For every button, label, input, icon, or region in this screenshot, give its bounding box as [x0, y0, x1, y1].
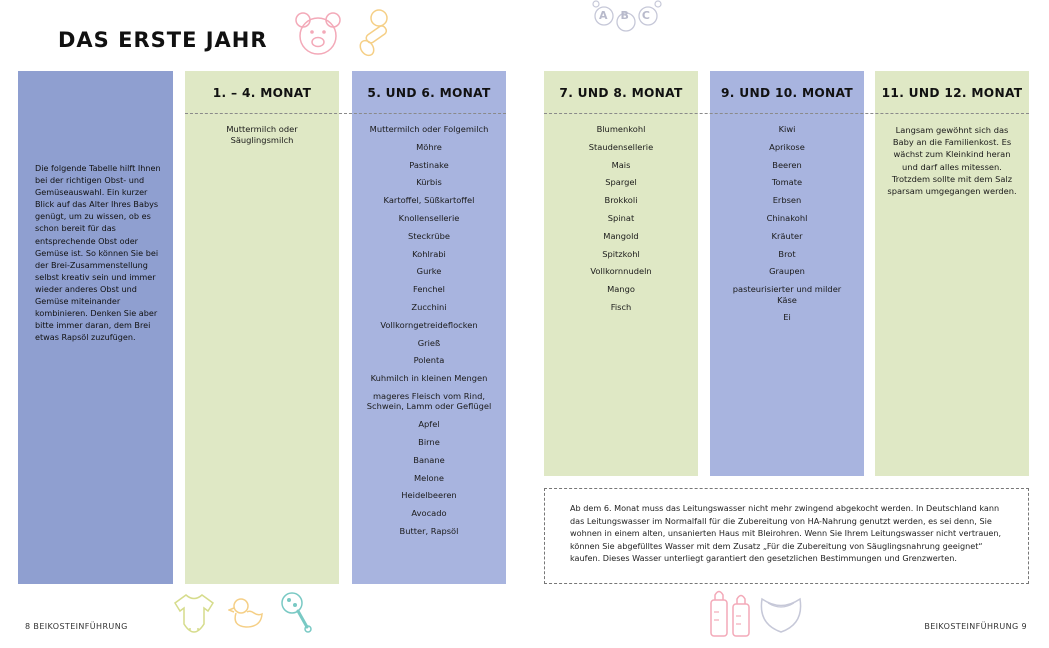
page-title: DAS ERSTE JAHR [58, 28, 268, 52]
food-list [548, 124, 694, 320]
food-item: Apfel [418, 419, 440, 430]
food-item: Tomate [771, 177, 803, 188]
rubber-duck-icon [228, 596, 264, 630]
food-list [358, 124, 500, 544]
food-item: Birne [418, 437, 440, 448]
food-item: mageres Fleisch vom Rind, Schwein, Lamm oder Geflügel [366, 390, 492, 412]
food-item: Banane [413, 454, 445, 465]
food-item: Pastinake [409, 159, 449, 170]
food-item: Kartoffel, Süßkartoffel [383, 195, 475, 206]
column-month-1-4 [185, 71, 339, 584]
column-heading: 5. UND 6. MONAT [367, 86, 491, 100]
baby-bib-icon [758, 594, 804, 636]
food-item: Brot [778, 248, 796, 259]
page-footer-right: BEIKOSTEINFÜHRUNG 9 [924, 622, 1027, 631]
abc-rattle-letters: ABC [599, 9, 663, 22]
column-heading: 1. – 4. MONAT [212, 86, 312, 100]
column-month-5-6 [352, 71, 506, 584]
food-item: Butter, Rapsöl [399, 526, 459, 537]
food-item: Blumenkohl [596, 124, 646, 134]
abc-rattle-icon [588, 0, 668, 36]
food-item: Vollkorngetreideflocken [380, 319, 478, 330]
food-item: Muttermilch oder Folgemilch [369, 124, 489, 134]
rattle-icon [278, 590, 314, 634]
food-item: Möhre [416, 141, 442, 152]
food-item: Staudensellerie [588, 141, 654, 152]
baby-bodysuit-icon [172, 592, 216, 634]
tap-water-note [544, 488, 1029, 584]
food-item: Muttermilch oder Säuglingsmilch [226, 124, 298, 145]
intro-text: Die folgende Tabelle hilft Ihnen bei der richtigen Obst- und Gemüseauswahl. Ein kurzer Blick auf das Alter Ihres Babys genügt, um zu wissen, ob es schon bereit für das entsprechende Obst oder Gemüse ist. So können Sie bei der Brei-Zusammenstellung selbst kreativ sein und immer wieder anderes Obst und Gemüse miteinander kombinieren. Denken Sie aber bitte immer daran, dem Brei etwas Rapsöl zuzufügen. [35, 163, 161, 343]
food-item: Zucchini [411, 301, 447, 312]
food-item: Mais [611, 159, 631, 170]
food-item: Spargel [605, 177, 637, 188]
food-item: Heidelbeeren [401, 490, 457, 501]
heading-divider [544, 113, 1029, 114]
food-item: Erbsen [772, 195, 802, 206]
food-item: Kohlrabi [412, 248, 446, 259]
pacifier-icon [357, 6, 397, 58]
column-month-11-12 [875, 71, 1029, 476]
column-heading: 7. UND 8. MONAT [559, 86, 683, 100]
column-heading: 11. UND 12. MONAT [881, 86, 1023, 100]
food-item: Vollkornnudeln [590, 266, 652, 277]
food-item: Aprikose [769, 141, 805, 152]
food-item: Brokkoli [604, 195, 638, 206]
column-month-7-8 [544, 71, 698, 476]
column-heading: 9. UND 10. MONAT [721, 86, 853, 100]
food-item: Gurke [416, 266, 442, 277]
heading-divider [185, 113, 506, 114]
food-item: Kuhmilch in kleinen Mengen [370, 373, 488, 384]
food-item: Spitzkohl [602, 248, 640, 259]
food-item: Graupen [769, 266, 805, 277]
food-item: Spinat [607, 212, 635, 223]
food-item: Fisch [610, 301, 632, 312]
column-month-9-10 [710, 71, 864, 476]
note-text: Ab dem 6. Monat muss das Leitungswasser nicht mehr zwingend abgekocht werden. In Deutschland kann das Leitungswasser im Normalfall für die Zubereitung von HA-Nahrung genutzt werden, es sei denn, Sie wohnen in einem alten, unsanierten Haus mit Bleirohren. Wenn Sie Ihrem Leitungswasser nicht vertrauen, können Sie abgefülltes Wasser mit dem Zusatz „Für die Zubereitung von Säuglingsnahrung geeignet“ kaufen. Dieses Wasser unterliegt garantiert den gesetzlichen Bestimmungen und Grenzwerten. [570, 503, 1002, 564]
food-list [714, 124, 860, 330]
food-item: pasteurisierter und milder Käse [732, 284, 842, 305]
teddy-bear-icon [293, 10, 343, 58]
food-item: Ei [783, 312, 791, 323]
food-item: Kiwi [778, 124, 796, 134]
food-item: Langsam gewöhnt sich das Baby an die Familienkost. Es wächst zum Kleinkind heran und darf alles mitessen. Trotzdem sollte mit dem Salz sparsam umgegangen werden. [887, 125, 1017, 197]
intro-column [18, 71, 173, 584]
food-item: Beeren [772, 159, 802, 170]
food-list [199, 124, 325, 152]
baby-bottles-icon [706, 586, 756, 640]
food-item: Steckrübe [407, 230, 451, 241]
food-list [887, 124, 1017, 205]
food-item: Kürbis [416, 177, 442, 188]
food-item: Kräuter [771, 230, 803, 241]
food-item: Avocado [411, 508, 447, 519]
food-item: Mango [607, 284, 635, 295]
page-footer-left: 8 BEIKOSTEINFÜHRUNG [25, 622, 128, 631]
food-item: Knollensellerie [398, 212, 460, 223]
food-item: Mangold [603, 230, 639, 241]
food-item: Melone [413, 472, 444, 483]
food-item: Fenchel [413, 284, 445, 295]
food-item: Chinakohl [766, 212, 808, 223]
food-item: Polenta [413, 355, 445, 366]
food-item: Grieß [417, 337, 441, 348]
